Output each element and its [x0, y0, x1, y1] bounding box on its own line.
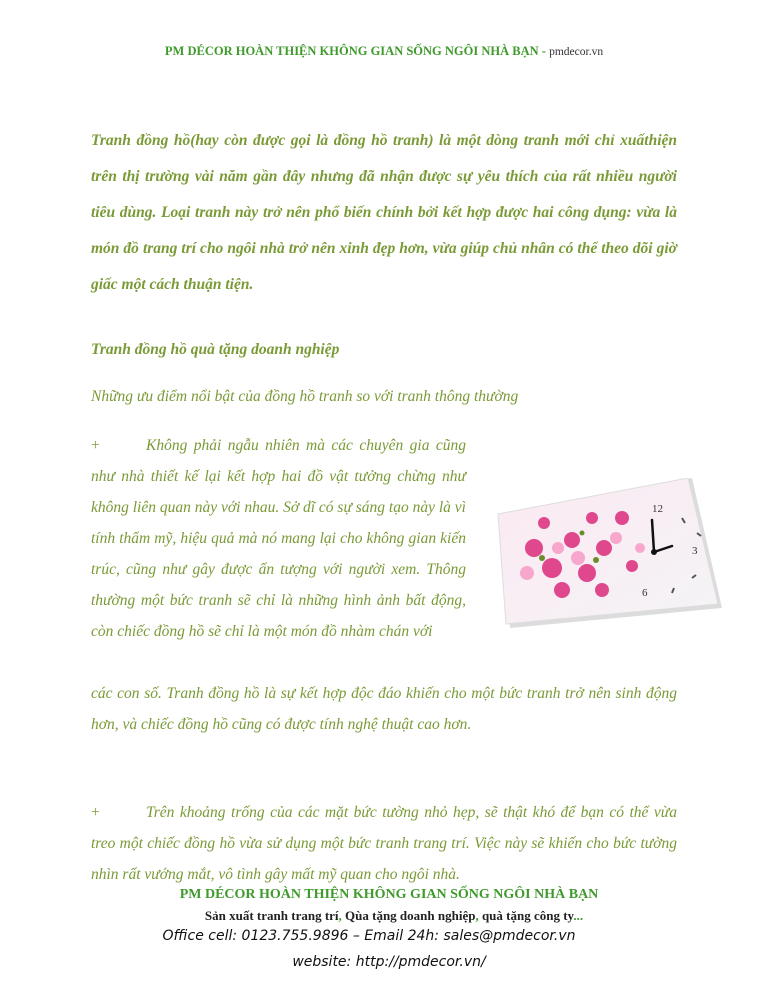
- clock-number-6: 6: [642, 587, 648, 599]
- header-brand: PM DÉCOR HOÀN THIỆN KHÔNG GIAN SỐNG NGÔI NHÀ BẠN: [164, 44, 539, 58]
- footer-contact[interactable]: Office cell: 0123.755.9896 – Email 24h: sales@pmdecor.vn: [162, 928, 576, 944]
- intro-paragraph: Tranh đồng hồ(hay còn được gọi là đồng hồ tranh) là một dòng tranh mới chỉ xuấthiện trên thị trường vài năm gần đây nhưng đã nhận được sự yêu thích của rất nhiều người tiêu dùng. Loại tranh này trở nên phổ biến chính bởi kết hợp được hai công dụng: vừa là món đồ trang trí cho ngôi nhà trở nên xinh đẹp hơn, vừa giúp chủ nhân có thể theo dõi giờ giấc một cách thuận tiện.: [91, 132, 677, 293]
- bullet-marker-2: +: [91, 804, 100, 821]
- footer-ellipsis: ...: [573, 908, 584, 923]
- header-site-link[interactable]: pmdecor.vn: [549, 46, 604, 58]
- footer-comma-2: ,: [475, 908, 482, 923]
- paragraph-1-text: Không phải ngẫu nhiên mà các chuyên gia cũng như nhà thiết kế lại kết hợp hai đồ vật tưởng chừng như không liên quan này với nhau. Sở dĩ có sự sáng tạo này là vì tính thẩm mỹ, hiệu quả mà nó mang lại cho không gian kiến trúc, cũng như gây được ấn tượng với người xem. Thông thường một bức tranh sẽ chỉ là những hình ảnh bất động, còn chiếc đồng hồ sẽ chỉ là một món đồ nhàm chán với: [91, 437, 466, 640]
- footer-comma-1: ,: [338, 908, 346, 923]
- footer-brand: PM DÉCOR HOÀN THIỆN KHÔNG GIAN SỐNG NGÔI NHÀ BẠN: [179, 887, 599, 902]
- paragraph-2-text: Trên khoảng trống của các mặt bức tường nhỏ hẹp, sẽ thật khó để bạn có thể vừa treo một chiếc đồng hồ vừa sử dụng một bức tranh trang trí. Việc này sẽ khiến cho bức tường nhìn rất vướng mắt, vô tình gây mất mỹ quan cho ngôi nhà.: [91, 804, 677, 883]
- clock-number-12: 12: [652, 503, 663, 515]
- paragraph-1-continued: các con số. Tranh đồng hồ là sự kết hợp độc đáo khiến cho một bức tranh trở nên sinh động hơn, và chiếc đồng hồ cũng có được tính nghệ thuật cao hơn.: [91, 685, 677, 733]
- paragraph-2: [91, 797, 677, 890]
- page-header: [0, 44, 768, 59]
- section-subtitle: Những ưu điểm nổi bật của đồng hồ tranh so với tranh thông thường: [91, 388, 519, 405]
- footer-service-3: quà tặng công ty: [481, 908, 574, 923]
- section-title: Tranh đồng hồ quà tặng doanh nghiệp: [91, 341, 340, 358]
- footer-services: [0, 908, 768, 924]
- footer-service-2: Qùa tặng doanh nghiệp: [345, 908, 476, 923]
- header-separator: -: [538, 44, 550, 58]
- flower-clock-painting-image: [492, 478, 722, 628]
- paragraph-1: [91, 430, 466, 647]
- footer-website-link[interactable]: website: http://pmdecor.vn/: [292, 954, 486, 970]
- bullet-marker: +: [91, 437, 100, 454]
- footer-service-1: Sản xuất tranh trang trí: [204, 908, 339, 923]
- clock-number-3: 3: [692, 545, 698, 557]
